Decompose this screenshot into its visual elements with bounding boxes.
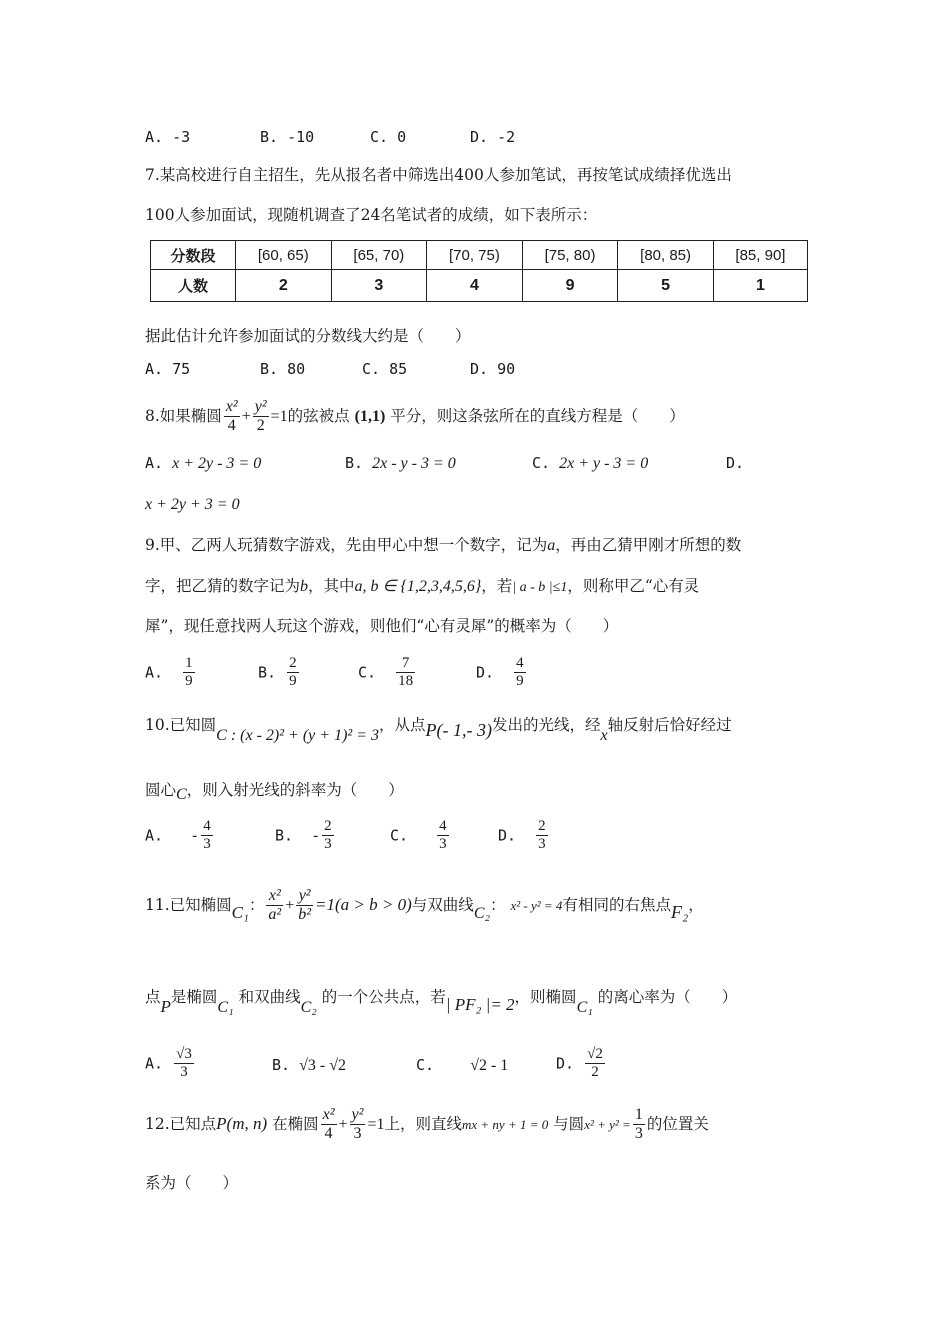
q11-line1: 11.已知椭圆C₁： $\frac{\text{x²}}{\text{a²}}$ + $\frac{\text{y²}}{\text{b²}}$ =1(a > b > 0)与双曲线C₂： x² - y² = 4有相同的右焦点F₂， [145, 887, 704, 924]
q12-line2: 系为（ ） [145, 1174, 239, 1192]
q9-option-a: A. $\frac{1}{9}$ [145, 655, 193, 690]
q10-line1: 10.已知圆C : (x - 2)² + (y + 1)² = 3，从点P(- 1,- 3)发出的光线，经x轴反射后恰好经过 [145, 716, 732, 744]
q7-option-c: C. 85 [362, 360, 408, 378]
q8-option-d-label: D. [726, 454, 745, 472]
q11-option-a: A. $\frac{√3}{3}$ [145, 1046, 192, 1081]
q10-line2: 圆心C，则入射光线的斜率为（ ） [145, 781, 404, 803]
q12-line1: 12.已知点P(m, n) 在椭圆 $\frac{\text{x²}}{4}$ + $\frac{\text{y²}}{3}$ =1上，则直线mx + ny + 1 = 0 与圆x² + y² = $\frac{1}{3}$ 的位置关 [145, 1106, 709, 1143]
q6-option-d: D. -2 [470, 128, 516, 146]
q10-option-d: D. $\frac{2}{3}$ [498, 818, 546, 853]
q11-option-c: C. √2 - 1 [416, 1056, 509, 1074]
q9-line3: 犀”，现任意找两人玩这个游戏，则他们“心有灵犀”的概率为（ ） [145, 617, 619, 635]
table-header-cell: 分数段 [151, 241, 236, 270]
q7-line2: 100人参加面试，现随机调查了24名笔试者的成绩，如下表所示： [145, 206, 598, 224]
q7-option-b: B. 80 [260, 360, 306, 378]
q11-option-b: B. √3 - √2 [272, 1056, 346, 1074]
q8-option-d: x + 2y + 3 = 0 [145, 496, 240, 513]
q6-option-c: C. 0 [370, 128, 407, 146]
q9-option-d: D. $\frac{4}{9}$ [476, 655, 524, 690]
table-cell: 3 [331, 270, 427, 302]
fraction: $\frac{\text{y²}}{2}$ [254, 398, 267, 435]
q8-stem: 8.如果椭圆 $\frac{\text{x²}}{4}$ + $\frac{\text{y²}}{2}$ =1的弦被点 (1,1) 平分，则这条弦所在的直线方程是（ ） [145, 398, 685, 435]
table-cell: [65, 70) [331, 241, 427, 270]
q9-option-b: B. $\frac{2}{9}$ [258, 655, 297, 690]
q11-line2: 点P是椭圆C₁ 和双曲线C₂ 的一个公共点，若| PF₂ |= 2，则椭圆C₁ 的离心率为（ ） [145, 988, 738, 1016]
q7-option-d: D. 90 [470, 360, 516, 378]
q7-line1: 7.某高校进行自主招生，先从报名者中筛选出400人参加笔试，再按笔试成绩择优选出 [145, 166, 732, 184]
q7-option-a: A. 75 [145, 360, 191, 378]
table-cell: [75, 80) [522, 241, 618, 270]
q11-option-d: D. $\frac{√2}{2}$ [556, 1046, 603, 1081]
table-cell: 1 [713, 270, 807, 302]
table-row [151, 241, 808, 270]
q6-option-b: B. -10 [260, 128, 315, 146]
table-cell: 4 [427, 270, 523, 302]
table-cell: 5 [618, 270, 714, 302]
table-header-cell: 人数 [151, 270, 236, 302]
q10-option-b: B. - $\frac{2}{3}$ [275, 818, 332, 853]
q9-line2: 字，把乙猜的数字记为b，其中a, b ∈ {1,2,3,4,5,6}，若| a - b |≤1，则称甲乙“心有灵 [145, 577, 700, 595]
table-cell: 9 [522, 270, 618, 302]
q9-line1: 9.甲、乙两人玩猜数字游戏，先由甲心中想一个数字，记为a，再由乙猜甲刚才所想的数 [145, 536, 742, 554]
table-cell: [85, 90] [713, 241, 807, 270]
table-row [151, 270, 808, 302]
q9-option-c: C. $\frac{7}{18}$ [358, 655, 414, 690]
q8-option-a: A. x + 2y - 3 = 0 [145, 454, 262, 472]
q8-option-c: C. 2x + y - 3 = 0 [532, 454, 649, 472]
table-cell: 2 [236, 270, 332, 302]
table-cell: [70, 75) [427, 241, 523, 270]
table-cell: [60, 65) [236, 241, 332, 270]
q6-option-a: A. -3 [145, 128, 191, 146]
q10-option-c: C. $\frac{4}{3}$ [390, 818, 447, 853]
q7-line3: 据此估计允许参加面试的分数线大约是（ ） [145, 327, 471, 345]
table-cell: [80, 85) [618, 241, 714, 270]
score-table [150, 240, 808, 302]
fraction: $\frac{\text{x²}}{4}$ [225, 398, 238, 435]
q8-option-b: B. 2x - y - 3 = 0 [345, 454, 456, 472]
q10-option-a: A. - $\frac{4}{3}$ [145, 818, 211, 853]
